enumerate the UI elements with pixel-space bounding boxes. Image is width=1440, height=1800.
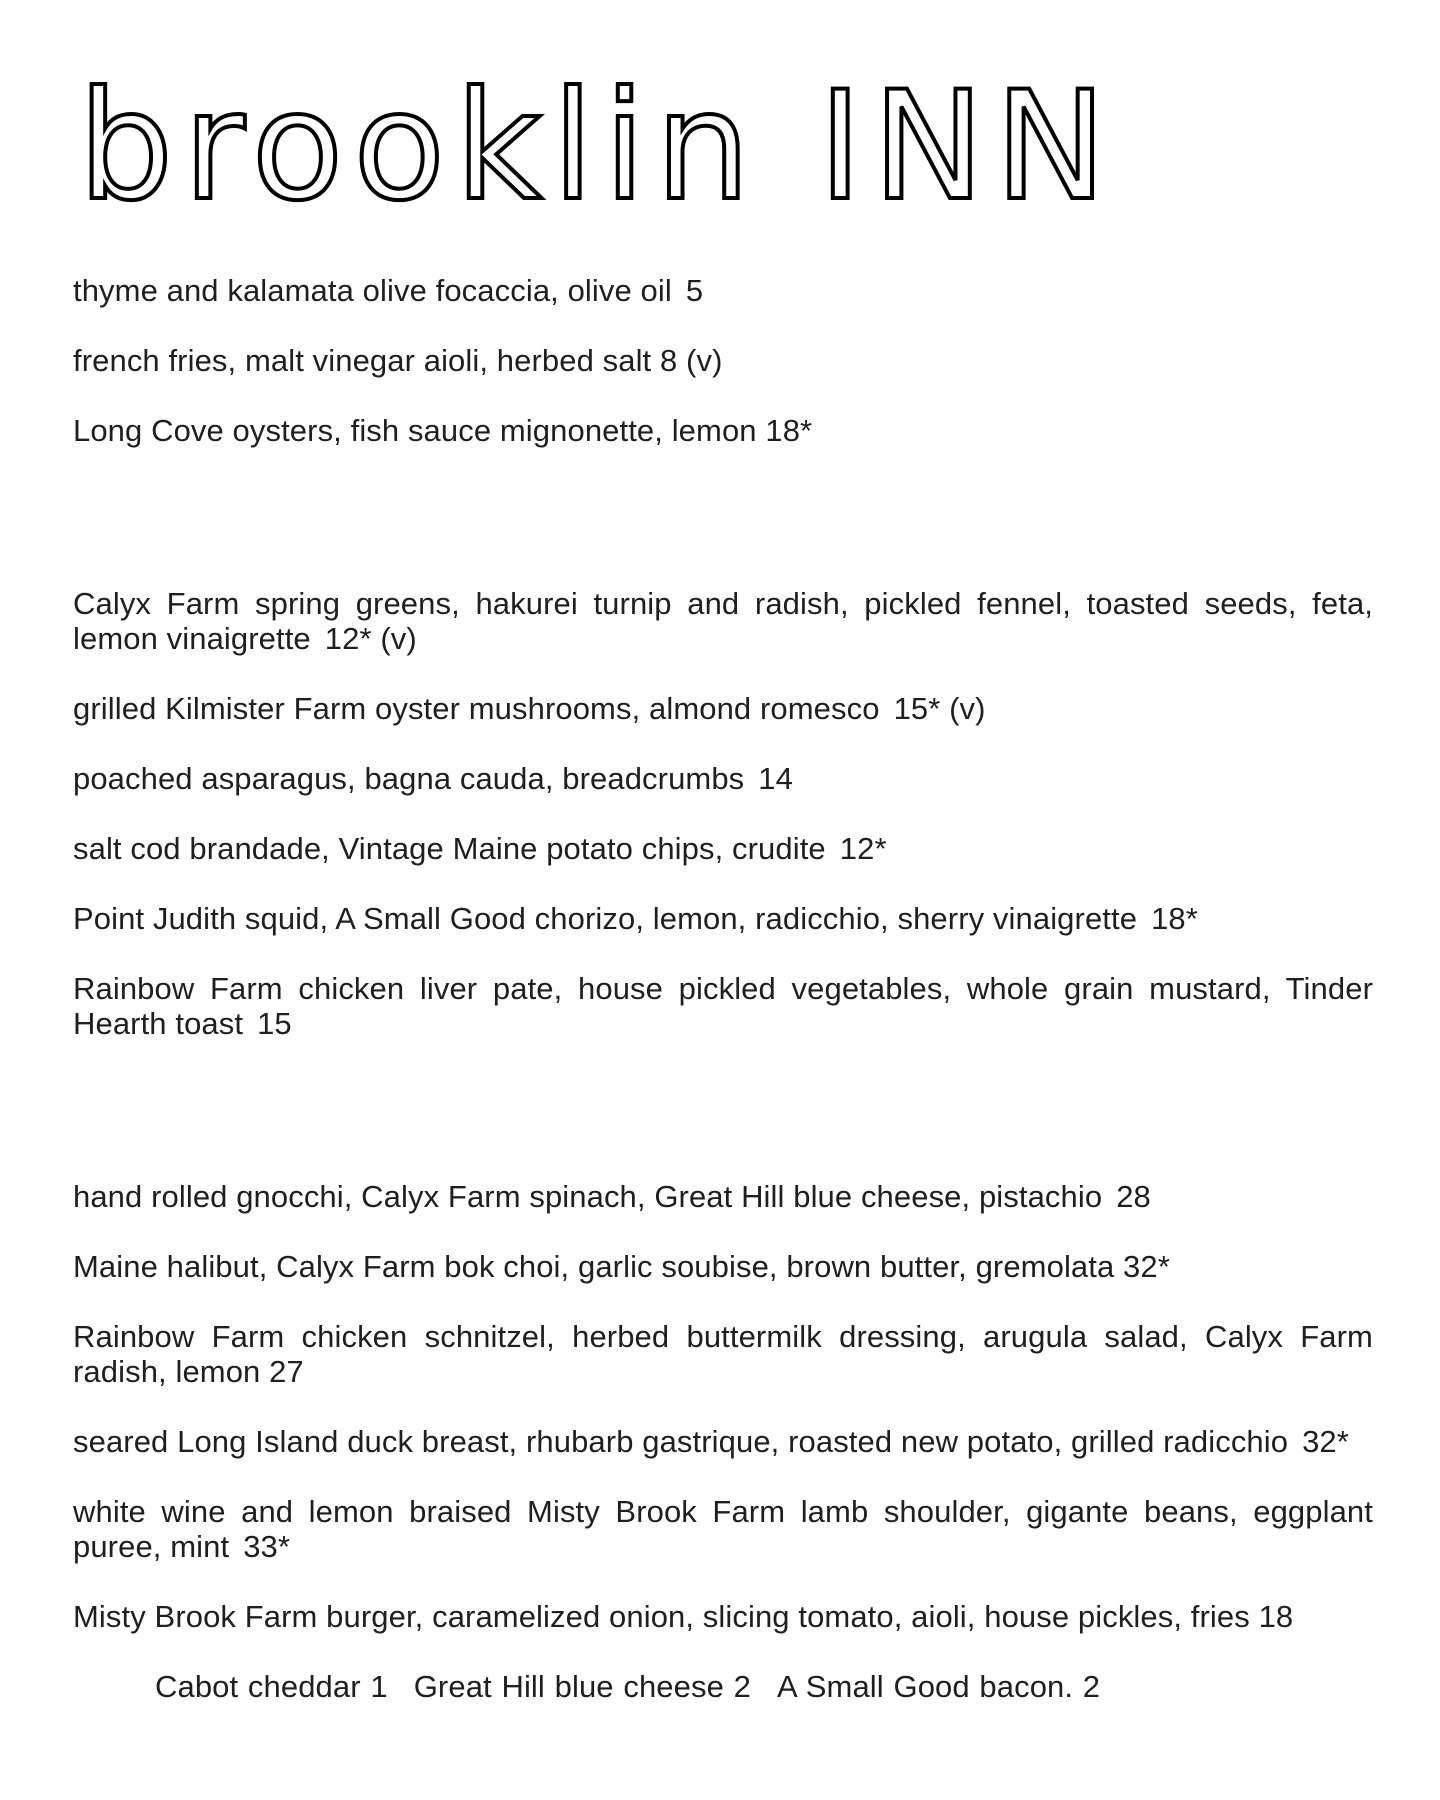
menu-item-name: hand rolled gnocchi, Calyx Farm spinach, Great Hill blue cheese, pistachio: [73, 1179, 1103, 1214]
menu-item-name: Point Judith squid, A Small Good chorizo, lemon, radicchio, sherry vinaigrette: [73, 901, 1138, 936]
menu-section-small-plates: [73, 586, 1373, 1041]
menu-item-price: 8 (v): [660, 343, 723, 378]
menu-item-price: 33*: [243, 1529, 291, 1564]
menu-item-name: Rainbow Farm chicken liver pate, house pickled vegetables, whole grain mustard, Tinder Hearth toast: [73, 971, 1373, 1041]
menu-item: [73, 761, 1373, 796]
menu-item-price: 18*: [765, 413, 813, 448]
restaurant-logo: brooklin INN: [78, 60, 1117, 234]
menu-section-large-plates: [73, 1179, 1373, 1704]
menu-item: [73, 273, 1373, 308]
addon-item: Cabot cheddar 1: [155, 1669, 388, 1704]
menu-item-price: 32*: [1123, 1249, 1170, 1284]
menu-item-name: salt cod brandade, Vintage Maine potato chips, crudite: [73, 831, 826, 866]
menu-item: [73, 586, 1373, 656]
menu-item-price: 18*: [1151, 901, 1198, 936]
menu-item-price: 15* (v): [893, 691, 986, 726]
menu-item-price: 12* (v): [324, 621, 417, 656]
menu-item-price: 5: [685, 273, 704, 308]
menu-item-price: 18: [1258, 1599, 1294, 1634]
menu-item-price: 14: [758, 761, 793, 796]
menu-item-name: Misty Brook Farm burger, caramelized onion, slicing tomato, aioli, house pickles, fries: [73, 1599, 1250, 1634]
menu-item-price: 32*: [1302, 1424, 1349, 1459]
menu-item-name: poached asparagus, bagna cauda, breadcrumbs: [73, 761, 745, 796]
menu-item: [73, 1494, 1373, 1564]
menu-item-name: Rainbow Farm chicken schnitzel, herbed buttermilk dressing, arugula salad, Calyx Farm radish, lemon: [73, 1319, 1373, 1389]
menu-body: [73, 273, 1373, 1704]
menu-item-name: thyme and kalamata olive focaccia, olive oil: [73, 273, 672, 308]
addon-item: Great Hill blue cheese 2: [413, 1669, 751, 1704]
menu-item: [73, 1179, 1373, 1214]
menu-item: [73, 413, 1373, 448]
menu-item: [73, 901, 1373, 936]
menu-item: [73, 691, 1373, 726]
menu-item: [73, 1599, 1373, 1634]
menu-item-name: french fries, malt vinegar aioli, herbed salt: [73, 343, 652, 378]
menu-item-name: grilled Kilmister Farm oyster mushrooms, almond romesco: [73, 691, 880, 726]
burger-addons: [155, 1669, 1373, 1704]
menu-item-name: Maine halibut, Calyx Farm bok choi, garlic soubise, brown butter, gremolata: [73, 1249, 1115, 1284]
menu-item-price: 15: [257, 1006, 292, 1041]
section-spacer: [73, 1076, 1373, 1179]
menu-item-name: white wine and lemon braised Misty Brook Farm lamb shoulder, gigante beans, eggplant puree, mint: [73, 1494, 1373, 1564]
addon-item: A Small Good bacon. 2: [776, 1669, 1101, 1704]
menu-item: [73, 343, 1373, 378]
section-spacer: [73, 483, 1373, 586]
menu-item: [73, 1249, 1373, 1284]
menu-item: [73, 831, 1373, 866]
menu-item-price: 27: [269, 1354, 304, 1389]
menu-item-name: Calyx Farm spring greens, hakurei turnip and radish, pickled fennel, toasted seeds, feta, lemon vinaigrette: [73, 586, 1373, 656]
menu-item: [73, 971, 1373, 1041]
menu-item: [73, 1424, 1373, 1459]
menu-section-snacks: [73, 273, 1373, 448]
menu-item: [73, 1319, 1373, 1389]
menu-item-price: 12*: [839, 831, 887, 866]
menu-item-name: seared Long Island duck breast, rhubarb gastrique, roasted new potato, grilled radicchio: [73, 1424, 1289, 1459]
menu-item-name: Long Cove oysters, fish sauce mignonette, lemon: [73, 413, 757, 448]
menu-item-price: 28: [1116, 1179, 1151, 1214]
